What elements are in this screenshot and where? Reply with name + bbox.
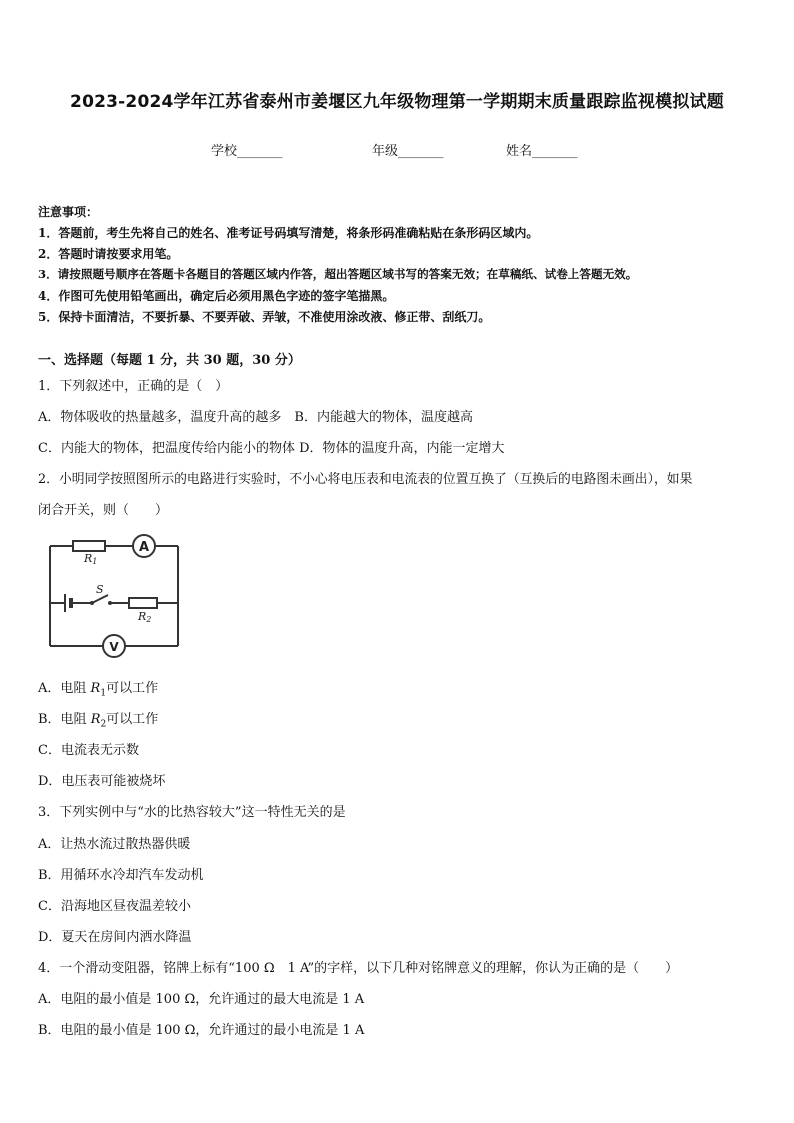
q4-stem: 4．一个滑动变阻器，铭牌上标有“100 Ω 1 A”的字样，以下几种对铭牌意义的理解，你认为正确的是（ ）	[38, 961, 679, 976]
q2-option-c: C．电流表无示数	[38, 743, 139, 758]
switch-contact	[108, 601, 112, 605]
notice-item-1: 1．答题前，考生先将自己的姓名、准考证号码填写清楚，将条形码准确粘贴在条形码区域内。	[38, 226, 539, 240]
q3-option-c: C．沿海地区昼夜温差较小	[38, 899, 191, 914]
name-field: 姓名_______	[506, 144, 578, 159]
q2-option-a: A．电阻 $R_1$可以工作	[38, 681, 159, 699]
circuit-diagram	[44, 532, 184, 664]
switch-label: S	[96, 583, 104, 596]
q3-option-b: B．用循环水冷却汽车发动机	[38, 868, 204, 883]
r2-label: R2	[138, 610, 152, 624]
grade-field: 年级_______	[372, 144, 444, 159]
notice-item-4: 4．作图可先使用铅笔画出，确定后必须用黑色字迹的签字笔描黑。	[38, 289, 395, 303]
notice-item-5: 5．保持卡面清洁，不要折暴、不要弄破、弄皱，不准使用涂改液、修正带、刮纸刀。	[38, 310, 491, 324]
resistor-r2	[129, 598, 157, 608]
q3-stem: 3．下列实例中与“水的比热容较大”这一特性无关的是	[38, 805, 346, 820]
q3-option-a: A．让热水流过散热器供暖	[38, 837, 191, 852]
notice-item-2: 2．答题时请按要求用笔。	[38, 247, 179, 261]
q1-options-line-2: C．内能大的物体，把温度传给内能小的物体 D．物体的温度升高，内能一定增大	[38, 441, 505, 456]
q1-options-line-1: A．物体吸收的热量越多，温度升高的越多 B．内能越大的物体，温度越高	[38, 410, 473, 425]
q2-stem-line-1: 2．小明同学按照图所示的电路进行实验时，不小心将电压表和电流表的位置互换了（互换后的电路图未画出），如果	[38, 472, 693, 487]
page-title: 2023-2024学年江苏省泰州市姜堰区九年级物理第一学期期末质量跟踪监视模拟试题	[70, 92, 724, 112]
section-heading: 一、选择题（每题 1 分，共 30 题，30 分）	[38, 353, 301, 368]
notice-heading: 注意事项：	[38, 205, 99, 219]
q2-option-b: B．电阻 $R_2$可以工作	[38, 712, 159, 730]
switch-blade	[92, 595, 108, 603]
q4-option-a: A．电阻的最小值是 100 Ω，允许通过的最大电流是 1 A	[38, 992, 365, 1007]
q2-stem-line-2: 闭合开关，则（ ）	[38, 503, 169, 518]
school-field: 学校_______	[211, 144, 283, 159]
switch-pivot	[90, 601, 94, 605]
q2-option-d: D．电压表可能被烧坏	[38, 774, 166, 789]
r1-label: R1	[84, 552, 98, 566]
notice-item-3: 3．请按照题号顺序在答题卡各题目的答题区域内作答，超出答题区域书写的答案无效；在草稿纸、试卷上答题无效。	[38, 267, 638, 281]
q3-option-d: D．夏天在房间内洒水降温	[38, 930, 192, 945]
q4-option-b: B．电阻的最小值是 100 Ω，允许通过的最小电流是 1 A	[38, 1023, 365, 1038]
ammeter-label: A	[138, 540, 150, 555]
resistor-r1	[73, 541, 105, 551]
voltmeter-label: V	[109, 640, 119, 654]
q1-stem: 1．下列叙述中，正确的是（ ）	[38, 379, 229, 394]
